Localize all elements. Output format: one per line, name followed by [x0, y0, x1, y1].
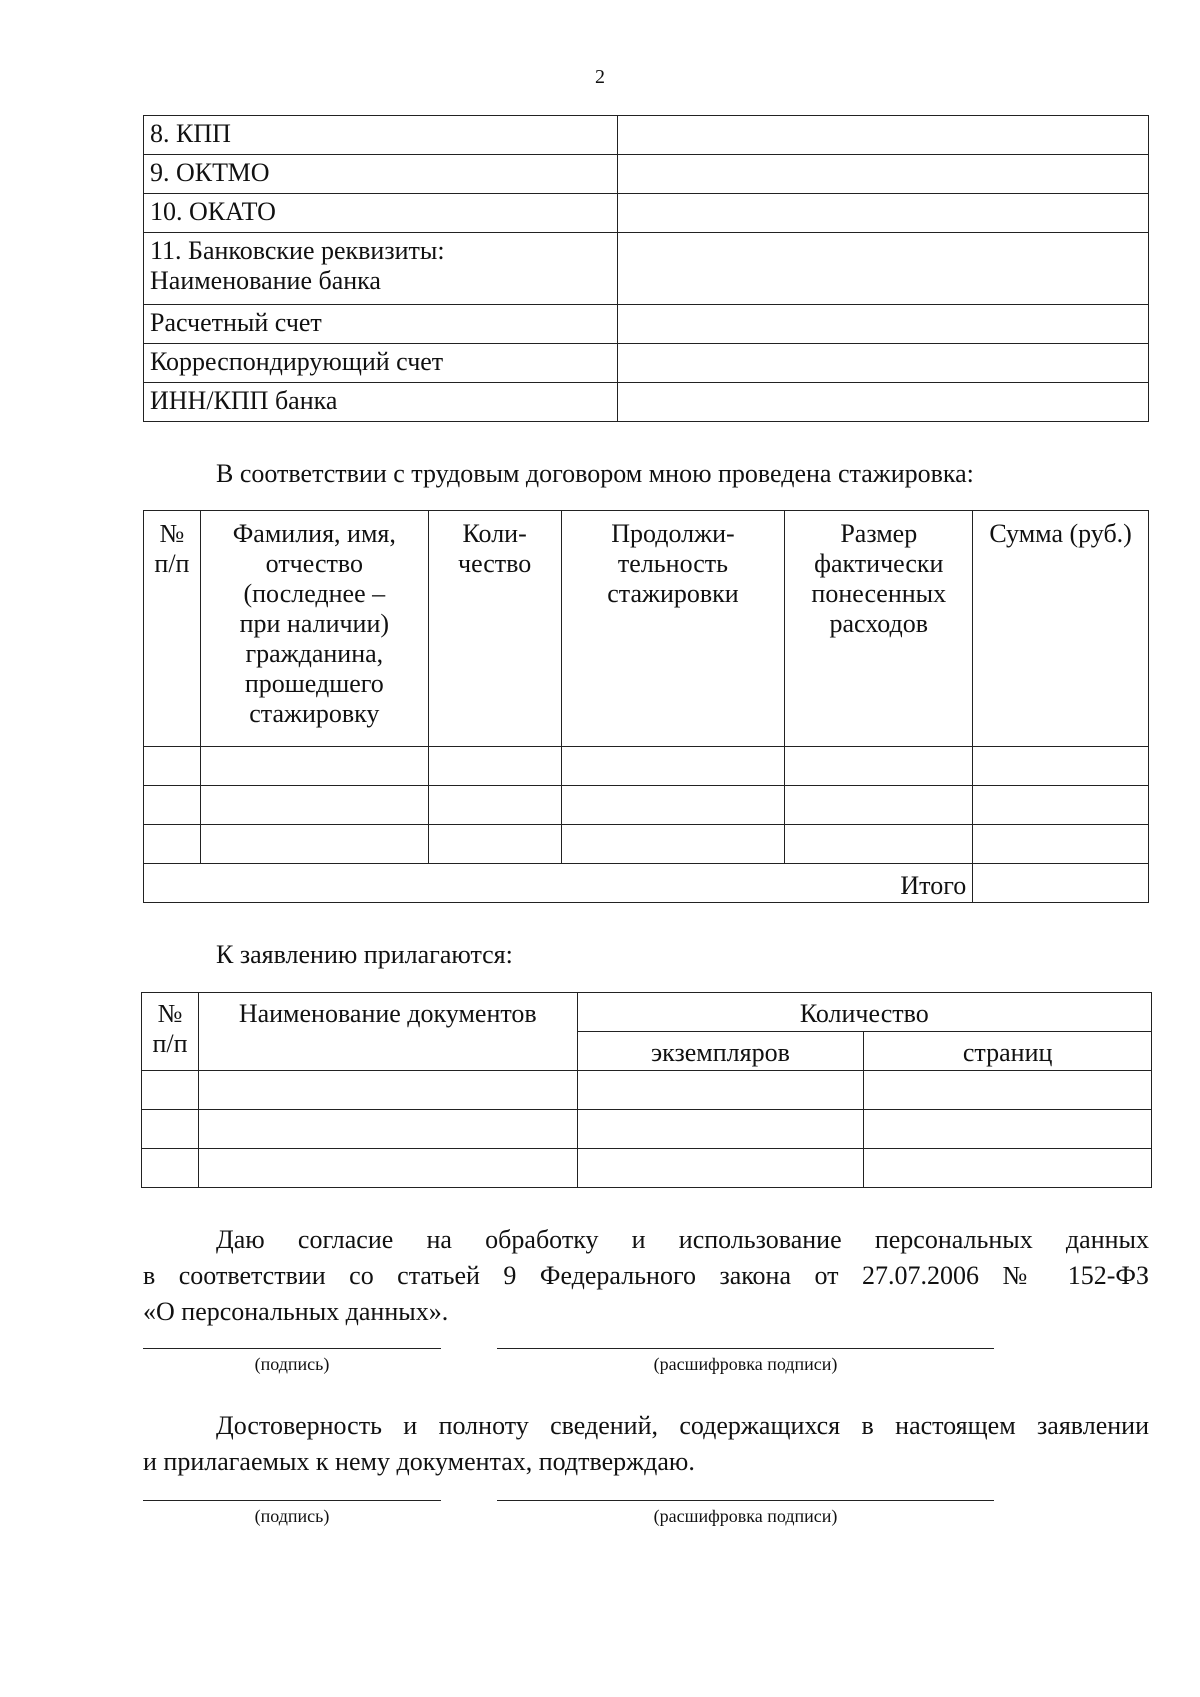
header-text: отчество	[265, 549, 363, 578]
requisite-label: 8. КПП	[144, 116, 618, 155]
requisite-label: Корреспондирующий счет	[144, 344, 618, 383]
header-name	[200, 511, 428, 747]
signature-label: (подпись)	[254, 1506, 330, 1526]
table-cell[interactable]	[864, 1071, 1152, 1110]
header-text: №	[159, 519, 185, 548]
signature-decode-line[interactable]	[497, 1348, 994, 1349]
table-cell[interactable]	[973, 786, 1149, 825]
header-text: тельность	[617, 549, 728, 578]
header-text: стажировки	[607, 579, 739, 608]
table-cell[interactable]	[864, 1149, 1152, 1188]
total-value-field[interactable]	[973, 864, 1149, 903]
table-cell[interactable]	[198, 1071, 577, 1110]
signature-line[interactable]	[143, 1348, 441, 1349]
table-cell[interactable]	[973, 825, 1149, 864]
total-label: Итого	[144, 864, 973, 903]
consent-paragraph	[143, 1222, 1149, 1330]
table-cell[interactable]	[144, 786, 201, 825]
table-row	[144, 305, 1149, 344]
header-text: Сумма (руб.)	[989, 519, 1132, 548]
header-text: расходов	[829, 609, 929, 638]
header-document-name: Наименование документов	[198, 993, 577, 1071]
table-cell[interactable]	[144, 825, 201, 864]
table-cell[interactable]	[200, 747, 428, 786]
header-text: №	[157, 999, 183, 1028]
signature-line[interactable]	[143, 1500, 441, 1501]
header-num	[142, 993, 199, 1071]
requisite-value-field[interactable]	[617, 194, 1148, 233]
table-cell[interactable]	[577, 1071, 864, 1110]
total-row	[144, 864, 1149, 903]
table-row	[144, 383, 1149, 422]
table-row	[144, 747, 1149, 786]
table-cell[interactable]	[785, 747, 973, 786]
requisite-value-field[interactable]	[617, 116, 1148, 155]
internship-intro: В соответствии с трудовым договором мною проведена стажировка:	[216, 459, 974, 488]
table-row	[142, 1110, 1152, 1149]
requisite-value-field[interactable]	[617, 233, 1148, 305]
requisite-value-field[interactable]	[617, 344, 1148, 383]
header-text: при наличии)	[239, 609, 390, 638]
header-pages: страниц	[864, 1032, 1152, 1071]
table-row	[144, 825, 1149, 864]
table-cell[interactable]	[864, 1110, 1152, 1149]
table-cell[interactable]	[198, 1110, 577, 1149]
table-cell[interactable]	[142, 1071, 199, 1110]
table-cell[interactable]	[428, 747, 561, 786]
confirm-line: и прилагаемых к нему документах, подтверждаю.	[143, 1447, 695, 1476]
header-num	[144, 511, 201, 747]
header-duration	[561, 511, 785, 747]
header-sum	[973, 511, 1149, 747]
header-text: стажировку	[249, 699, 380, 728]
table-row	[144, 786, 1149, 825]
header-text: п/п	[154, 549, 190, 578]
table-cell[interactable]	[142, 1149, 199, 1188]
requisite-label-bank	[144, 233, 618, 305]
internship-header-row	[144, 511, 1149, 747]
header-text: гражданина,	[245, 639, 384, 668]
table-row	[144, 155, 1149, 194]
header-text: понесенных	[811, 579, 947, 608]
signature-decode-label: (расшифровка подписи)	[653, 1354, 838, 1374]
table-cell[interactable]	[428, 825, 561, 864]
requisite-value-field[interactable]	[617, 155, 1148, 194]
requisite-value-field[interactable]	[617, 305, 1148, 344]
requisites-table	[143, 115, 1149, 422]
header-text: Размер	[840, 519, 918, 548]
table-row	[142, 1071, 1152, 1110]
table-cell[interactable]	[144, 747, 201, 786]
table-cell[interactable]	[785, 786, 973, 825]
table-cell[interactable]	[200, 825, 428, 864]
attachments-table	[141, 992, 1152, 1188]
header-text: п/п	[152, 1029, 188, 1058]
requisite-value-field[interactable]	[617, 383, 1148, 422]
header-text: Продолжи-	[611, 519, 735, 548]
table-row	[142, 1149, 1152, 1188]
header-text: фактически	[814, 549, 944, 578]
table-cell[interactable]	[198, 1149, 577, 1188]
header-quantity	[428, 511, 561, 747]
table-row	[144, 344, 1149, 383]
table-cell[interactable]	[973, 747, 1149, 786]
consent-line: в соответствии со статьей 9 Федерального закона от 27.07.2006 № 152-ФЗ	[143, 1261, 1149, 1290]
requisite-label: 9. ОКТМО	[144, 155, 618, 194]
table-cell[interactable]	[561, 825, 785, 864]
header-text: прошедшего	[244, 669, 384, 698]
confirm-paragraph	[143, 1408, 1149, 1480]
requisite-label: ИНН/КПП банка	[144, 383, 618, 422]
internship-table	[143, 510, 1149, 903]
header-text: (последнее –	[243, 579, 386, 608]
table-cell[interactable]	[142, 1110, 199, 1149]
requisite-label: Расчетный счет	[144, 305, 618, 344]
bank-name-label: Наименование банка	[150, 266, 381, 295]
signature-decode-line[interactable]	[497, 1500, 994, 1501]
attachments-intro: К заявлению прилагаются:	[216, 940, 513, 969]
bank-requisites-heading: 11. Банковские реквизиты:	[150, 236, 445, 265]
signature-label: (подпись)	[254, 1354, 330, 1374]
attachments-header-row	[142, 993, 1152, 1032]
header-text: Коли-	[462, 519, 527, 548]
table-row	[144, 116, 1149, 155]
table-row	[144, 194, 1149, 233]
table-cell[interactable]	[577, 1149, 864, 1188]
table-cell[interactable]	[561, 747, 785, 786]
table-cell[interactable]	[785, 825, 973, 864]
table-cell[interactable]	[561, 786, 785, 825]
table-cell[interactable]	[428, 786, 561, 825]
table-cell[interactable]	[577, 1110, 864, 1149]
table-cell[interactable]	[200, 786, 428, 825]
header-copies: экземпляров	[577, 1032, 864, 1071]
header-text: Фамилия, имя,	[232, 519, 396, 548]
requisite-label: 10. ОКАТО	[144, 194, 618, 233]
header-expenses	[785, 511, 973, 747]
consent-line: Даю согласие на обработку и использование персональных данных	[216, 1225, 1149, 1254]
confirm-line: Достоверность и полноту сведений, содержащихся в настоящем заявлении	[216, 1411, 1149, 1440]
table-row	[144, 233, 1149, 305]
signature-decode-label: (расшифровка подписи)	[653, 1506, 838, 1526]
page-number: 2	[595, 66, 605, 88]
header-text: чество	[458, 549, 532, 578]
consent-line: «О персональных данных».	[143, 1297, 449, 1326]
header-quantity: Количество	[577, 993, 1151, 1032]
